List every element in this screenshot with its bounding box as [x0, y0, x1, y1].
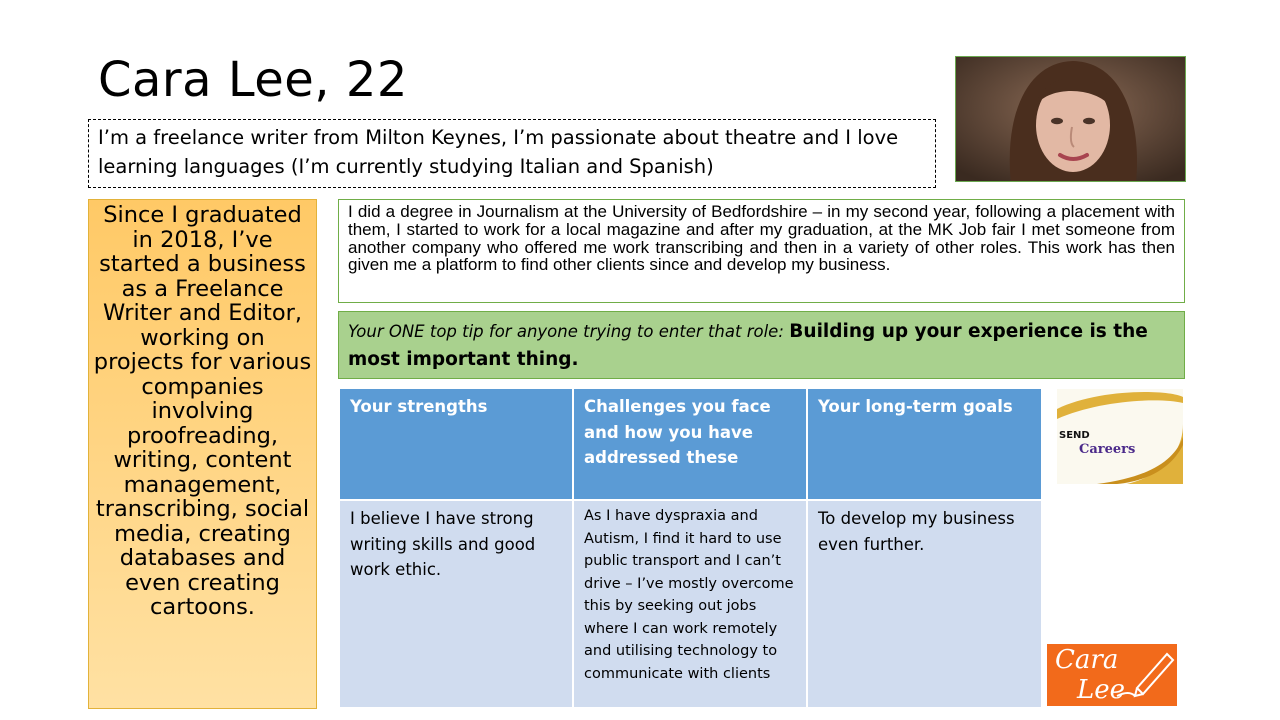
- intro-box: I’m a freelance writer from Milton Keynes, I’m passionate about theatre and I love learning languages (I’m currently studying Italian and Spanish): [88, 119, 936, 188]
- header-goals: Your long-term goals: [807, 388, 1042, 500]
- cara-logo-line1: Cara: [1055, 645, 1119, 675]
- profile-table: [338, 387, 1043, 709]
- header-strengths: Your strengths: [339, 388, 573, 500]
- tip-text: Building up your experience is the most important thing.: [348, 321, 1148, 370]
- tip-label: Your ONE top tip for anyone trying to enter that role:: [348, 322, 784, 341]
- page-title: Cara Lee, 22: [98, 52, 408, 108]
- cell-goals: To develop my business even further.: [807, 500, 1042, 708]
- cara-logo-line2: Lee: [1077, 675, 1126, 705]
- table-header-row: [339, 388, 1042, 500]
- careers-text: Careers: [1079, 442, 1136, 457]
- portrait-image: [956, 57, 1186, 182]
- summary-box: Since I graduated in 2018, I’ve started a business as a Freelance Writer and Editor, working on projects for various companies involving proofreading, writing, content management, transcribing, social media, creating databases and even creating cartoons.: [88, 199, 317, 709]
- cell-strengths: I believe I have strong writing skills and good work ethic.: [339, 500, 573, 708]
- pen-icon: [1047, 644, 1177, 706]
- cara-lee-logo: [1047, 644, 1177, 706]
- table-row: [339, 500, 1042, 708]
- profile-photo: [955, 56, 1186, 182]
- header-challenges: Challenges you face and how you have addressed these: [573, 388, 807, 500]
- bio-box: I did a degree in Journalism at the University of Bedfordshire – in my second year, following a placement with them, I started to work for a local magazine and after my graduation, at the MK Job fair I met someone from another company who offered me work transcribing and then in a variety of other roles. This work has then given me a platform to find other clients since and develop my business.: [338, 199, 1185, 303]
- cell-challenges: As I have dyspraxia and Autism, I find it hard to use public transport and I can’t drive – I’ve mostly overcome this by seeking out jobs where I can work remotely and utilising technology to communicate with clients: [573, 500, 807, 708]
- send-text: SEND: [1059, 430, 1090, 441]
- top-tip-box: [338, 311, 1185, 379]
- send-careers-logo: [1057, 389, 1183, 484]
